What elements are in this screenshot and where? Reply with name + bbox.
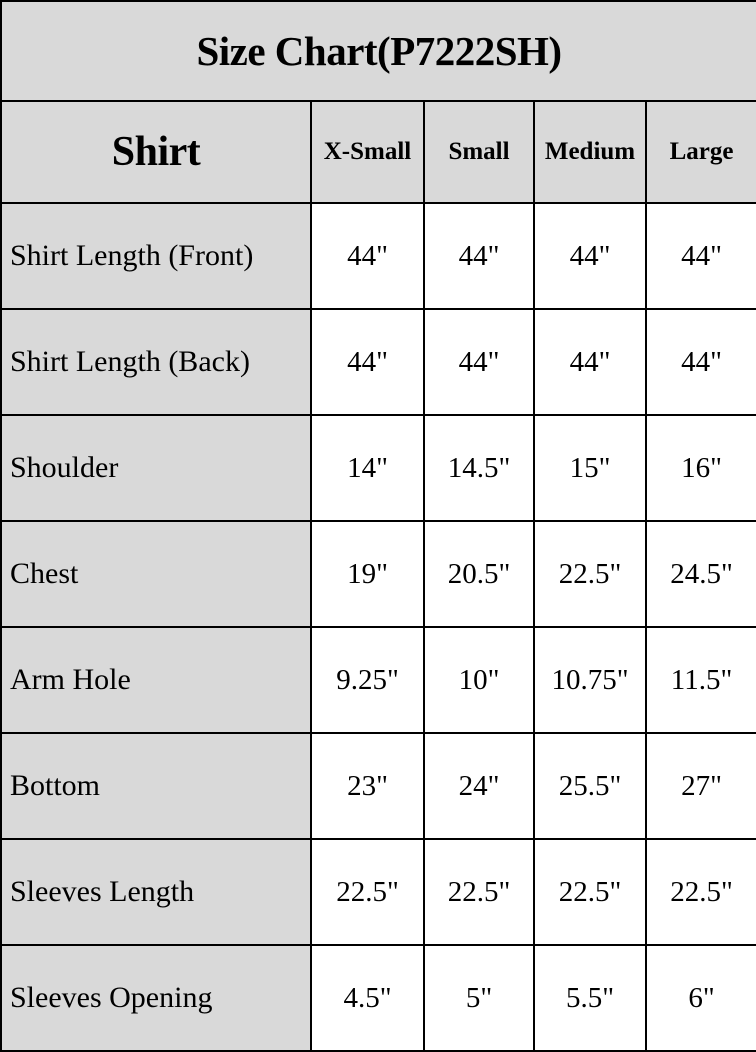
measurement-cell: 24.5"	[646, 521, 756, 627]
measurement-cell: 44"	[646, 203, 756, 309]
table-row-chest	[1, 521, 756, 627]
measurement-cell: 44"	[424, 203, 534, 309]
table-row-arm-hole	[1, 627, 756, 733]
row-label: Bottom	[1, 733, 311, 839]
measurement-cell: 19"	[311, 521, 424, 627]
measurement-cell: 25.5"	[534, 733, 646, 839]
measurement-cell: 9.25"	[311, 627, 424, 733]
table-row-shirt-length-front	[1, 203, 756, 309]
measurement-cell: 44"	[311, 309, 424, 415]
title-row	[1, 1, 756, 101]
measurement-cell: 44"	[311, 203, 424, 309]
measurement-cell: 23"	[311, 733, 424, 839]
measurement-cell: 4.5"	[311, 945, 424, 1051]
measurement-cell: 44"	[424, 309, 534, 415]
measurement-cell: 16"	[646, 415, 756, 521]
column-header-x-small: X-Small	[311, 101, 424, 203]
measurement-cell: 6"	[646, 945, 756, 1051]
measurement-cell: 20.5"	[424, 521, 534, 627]
measurement-cell: 10"	[424, 627, 534, 733]
table-row-shirt-length-back	[1, 309, 756, 415]
row-label: Chest	[1, 521, 311, 627]
measurement-cell: 44"	[646, 309, 756, 415]
row-label: Sleeves Length	[1, 839, 311, 945]
table-row-shoulder	[1, 415, 756, 521]
measurement-cell: 14"	[311, 415, 424, 521]
column-header-row	[1, 101, 756, 203]
measurement-cell: 5"	[424, 945, 534, 1051]
row-label: Sleeves Opening	[1, 945, 311, 1051]
table-row-sleeves-opening	[1, 945, 756, 1051]
measurement-cell: 14.5"	[424, 415, 534, 521]
measurement-cell: 44"	[534, 203, 646, 309]
size-chart-title: Size Chart(P7222SH)	[1, 1, 756, 101]
measurement-cell: 22.5"	[534, 839, 646, 945]
measurement-cell: 15"	[534, 415, 646, 521]
measurement-cell: 10.75"	[534, 627, 646, 733]
column-header-medium: Medium	[534, 101, 646, 203]
measurement-cell: 22.5"	[424, 839, 534, 945]
measurement-cell: 11.5"	[646, 627, 756, 733]
table-row-sleeves-length	[1, 839, 756, 945]
measurement-cell: 22.5"	[311, 839, 424, 945]
column-header-small: Small	[424, 101, 534, 203]
row-label: Shirt Length (Front)	[1, 203, 311, 309]
garment-name-header: Shirt	[1, 101, 311, 203]
row-label: Arm Hole	[1, 627, 311, 733]
measurement-cell: 22.5"	[646, 839, 756, 945]
row-label: Shoulder	[1, 415, 311, 521]
column-header-large: Large	[646, 101, 756, 203]
measurement-cell: 5.5"	[534, 945, 646, 1051]
measurement-cell: 44"	[534, 309, 646, 415]
table-row-bottom	[1, 733, 756, 839]
measurement-cell: 27"	[646, 733, 756, 839]
measurement-cell: 24"	[424, 733, 534, 839]
measurement-cell: 22.5"	[534, 521, 646, 627]
row-label: Shirt Length (Back)	[1, 309, 311, 415]
